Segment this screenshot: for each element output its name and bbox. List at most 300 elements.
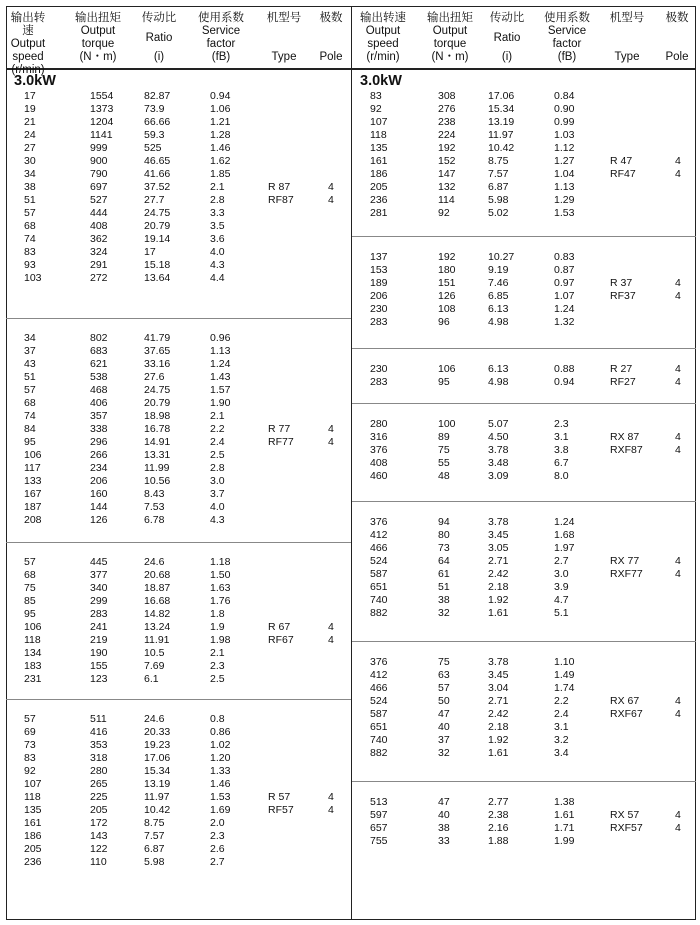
service-factor-cell: 2.3 [210,830,225,842]
pole-count: 4 [675,555,681,567]
header-pole-en: Pole [665,51,689,63]
torque-cell: 340 [90,582,108,594]
header-torque-en1: Output [80,25,116,37]
service-factor-cell: 3.4 [554,747,569,759]
pole-count: 4 [328,423,334,435]
ratio-cell: 8.43 [144,488,165,500]
pole-count: 4 [675,822,681,834]
ratio-cell: 82.87 [144,90,171,102]
ratio-cell: 1.88 [488,835,509,847]
speed-cell: 135 [370,142,388,154]
torque-cell: 697 [90,181,108,193]
table-row [6,233,351,246]
header-speed [352,12,414,64]
ratio-cell: 1.61 [488,747,509,759]
speed-cell: 281 [370,207,388,219]
header-pole-zh: 极数 [319,12,343,24]
header-speed-unit: (r/min) [366,51,400,63]
header-sf-unit: (fB) [211,51,231,63]
model-type-flange-label: RXF77 [610,568,643,580]
speed-cell: 524 [370,695,388,707]
left-blocks [6,90,351,869]
model-type-label: R 87 [268,181,291,193]
ratio-cell: 7.69 [144,660,165,672]
table-row [352,594,696,607]
table-row [6,488,351,501]
table-row [6,168,351,181]
torque-cell: 190 [90,647,108,659]
service-factor-cell: 1.69 [210,804,231,816]
header-torque [420,12,480,64]
speed-cell: 755 [370,835,388,847]
table-row [352,155,696,168]
right-panel [352,6,696,848]
ratio-cell: 10.42 [488,142,515,154]
service-factor-cell: 3.6 [210,233,225,245]
torque-cell: 114 [438,194,455,206]
service-factor-cell: 2.3 [210,660,225,672]
pole-count: 4 [675,168,681,180]
service-factor-cell: 1.63 [210,582,231,594]
torque-cell: 406 [90,397,108,409]
service-factor-cell: 1.97 [554,542,575,554]
header-speed-zh: 输出转速 [360,12,406,24]
service-factor-cell: 3.0 [554,568,569,580]
pole-count: 4 [675,708,681,720]
torque-cell: 108 [438,303,456,315]
table-row [352,251,696,264]
ratio-cell: 19.23 [144,739,171,751]
service-factor-cell: 1.24 [554,303,575,315]
table-row [6,220,351,233]
service-factor-cell: 0.84 [554,90,575,102]
model-block [6,543,351,700]
torque-cell: 75 [438,444,450,456]
service-factor-cell: 2.2 [554,695,569,707]
torque-cell: 152 [438,155,456,167]
table-row [352,607,696,620]
torque-cell: 377 [90,569,108,581]
table-row [6,621,351,634]
service-factor-cell: 1.06 [210,103,231,115]
ratio-cell: 24.6 [144,713,165,725]
speed-cell: 34 [24,168,36,180]
ratio-cell: 17.06 [488,90,515,102]
service-factor-cell: 1.85 [210,168,231,180]
header-torque-en1: Output [432,25,468,37]
header-speed-zh: 输出转速 [10,12,46,37]
table-row [352,277,696,290]
table-row [352,682,696,695]
torque-cell: 299 [90,595,108,607]
ratio-cell: 5.98 [144,856,165,868]
speed-cell: 19 [24,103,36,115]
torque-cell: 95 [438,376,450,388]
table-row [352,431,696,444]
ratio-cell: 7.57 [144,830,165,842]
table-row [6,752,351,765]
pole-count: 4 [328,181,334,193]
torque-cell: 94 [438,516,450,528]
service-factor-cell: 2.7 [210,856,225,868]
torque-cell: 272 [90,272,108,284]
table-row [352,796,696,809]
ratio-cell: 4.98 [488,376,509,388]
ratio-cell: 3.45 [488,669,509,681]
speed-cell: 92 [24,765,36,777]
torque-cell: 445 [90,556,108,568]
speed-cell: 513 [370,796,388,808]
table-row [352,418,696,431]
speed-cell: 133 [24,475,42,487]
table-row [352,708,696,721]
torque-cell: 241 [90,621,108,633]
model-type-flange-label: RF77 [268,436,294,448]
speed-cell: 460 [370,470,388,482]
speed-cell: 412 [370,529,388,541]
service-factor-cell: 1.12 [554,142,575,154]
torque-cell: 468 [90,384,108,396]
table-row [6,155,351,168]
speed-cell: 587 [370,708,388,720]
speed-cell: 183 [24,660,42,672]
service-factor-cell: 1.18 [210,556,231,568]
ratio-cell: 3.05 [488,542,509,554]
service-factor-cell: 4.0 [210,246,225,258]
header-type [602,12,652,64]
service-factor-cell: 0.94 [210,90,231,102]
table-header [6,6,351,76]
table-row [6,116,351,129]
table-row [352,581,696,594]
table-row [6,207,351,220]
header-type [259,12,309,64]
table-row [6,358,351,371]
speed-cell: 95 [24,608,36,620]
ratio-cell: 13.64 [144,272,171,284]
speed-cell: 103 [24,272,42,284]
header-torque [68,12,128,64]
ratio-cell: 16.68 [144,595,171,607]
table-row [6,142,351,155]
ratio-cell: 14.91 [144,436,171,448]
pole-count: 4 [675,290,681,302]
ratio-cell: 11.97 [144,791,170,803]
model-type-label: RX 77 [610,555,640,567]
header-sf-unit: (fB) [557,51,577,63]
pole-count: 4 [328,621,334,633]
table-header [352,6,696,70]
header-ratio [482,12,532,64]
ratio-cell: 41.66 [144,168,171,180]
service-factor-cell: 0.94 [554,376,575,388]
torque-cell: 172 [90,817,108,829]
torque-cell: 280 [90,765,108,777]
table-row [6,569,351,582]
model-block [352,404,696,502]
ratio-cell: 2.18 [488,581,509,593]
service-factor-cell: 2.0 [210,817,225,829]
ratio-cell: 13.24 [144,621,171,633]
speed-cell: 187 [24,501,42,513]
table-row [6,259,351,272]
speed-cell: 376 [370,444,388,456]
ratio-cell: 24.75 [144,207,171,219]
service-factor-cell: 1.04 [554,168,575,180]
table-row [6,791,351,804]
model-type-label: R 37 [610,277,633,289]
torque-cell: 790 [90,168,108,180]
torque-cell: 100 [438,418,456,430]
torque-cell: 40 [438,721,450,733]
model-block [6,700,351,869]
torque-cell: 362 [90,233,108,245]
ratio-cell: 11.97 [488,129,514,141]
speed-cell: 93 [24,259,36,271]
model-type-label: RX 87 [610,431,640,443]
table-row [352,290,696,303]
speed-cell: 21 [24,116,36,128]
torque-cell: 40 [438,809,450,821]
torque-cell: 160 [90,488,108,500]
table-row [6,804,351,817]
speed-cell: 208 [24,514,42,526]
speed-cell: 657 [370,822,388,834]
table-row [6,449,351,462]
service-factor-cell: 1.90 [210,397,231,409]
pole-count: 4 [328,634,334,646]
table-row [6,332,351,345]
service-factor-cell: 1.13 [554,181,575,193]
service-factor-cell: 1.28 [210,129,231,141]
torque-cell: 357 [90,410,108,422]
ratio-cell: 1.61 [488,607,509,619]
ratio-cell: 41.79 [144,332,171,344]
torque-cell: 408 [90,220,108,232]
speed-cell: 466 [370,542,388,554]
service-factor-cell: 1.50 [210,569,231,581]
speed-cell: 597 [370,809,388,821]
ratio-cell: 66.66 [144,116,171,128]
table-row [6,436,351,449]
ratio-cell: 1.92 [488,594,509,606]
header-pole [658,12,696,64]
service-factor-cell: 0.88 [554,363,575,375]
table-row [6,634,351,647]
table-row [6,713,351,726]
ratio-cell: 2.71 [488,695,509,707]
ratio-cell: 20.79 [144,220,171,232]
table-row [6,660,351,673]
service-factor-cell: 2.4 [554,708,569,720]
service-factor-cell: 2.4 [210,436,225,448]
torque-cell: 51 [438,581,450,593]
header-ratio-zh: 传动比 [141,12,177,24]
header-type-zh: 机型号 [609,12,645,24]
table-row [6,246,351,259]
service-factor-cell: 6.7 [554,457,569,469]
service-factor-cell: 1.46 [210,778,231,790]
ratio-cell: 10.5 [144,647,165,659]
section-title: 3.0kW [14,73,56,89]
model-type-label: RX 57 [610,809,640,821]
right-blocks [352,90,696,848]
torque-cell: 55 [438,457,450,469]
speed-cell: 137 [370,251,388,263]
speed-cell: 161 [370,155,388,167]
model-type-flange-label: RF47 [610,168,636,180]
service-factor-cell: 1.46 [210,142,231,154]
table-row [352,129,696,142]
pole-count: 4 [675,809,681,821]
service-factor-cell: 4.4 [210,272,225,284]
pole-count: 4 [675,695,681,707]
header-torque-unit: (N・m) [79,51,117,63]
header-torque-zh: 输出扭矩 [75,12,121,24]
ratio-cell: 6.87 [144,843,165,855]
torque-cell: 73 [438,542,450,554]
table-row [352,721,696,734]
service-factor-cell: 1.38 [554,796,575,808]
torque-cell: 96 [438,316,450,328]
service-factor-cell: 1.13 [210,345,231,357]
speed-cell: 106 [24,621,42,633]
speed-cell: 118 [24,791,41,803]
service-factor-cell: 1.57 [210,384,231,396]
speed-cell: 95 [24,436,36,448]
header-pole-zh: 极数 [665,12,689,24]
ratio-cell: 6.85 [488,290,509,302]
service-factor-cell: 1.74 [554,682,575,694]
pole-count: 4 [675,431,681,443]
section-title: 3.0kW [360,73,402,89]
ratio-cell: 7.53 [144,501,165,513]
torque-cell: 63 [438,669,450,681]
service-factor-cell: 1.53 [554,207,575,219]
torque-cell: 47 [438,708,450,720]
speed-cell: 107 [24,778,42,790]
speed-cell: 69 [24,726,36,738]
speed-cell: 38 [24,181,36,193]
torque-cell: 155 [90,660,108,672]
speed-cell: 43 [24,358,36,370]
speed-cell: 73 [24,739,36,751]
torque-cell: 621 [90,358,108,370]
service-factor-cell: 2.1 [210,410,225,422]
service-factor-cell: 0.8 [210,713,225,725]
speed-cell: 186 [370,168,388,180]
service-factor-cell: 2.2 [210,423,225,435]
ratio-cell: 3.09 [488,470,509,482]
header-service-factor [536,12,598,64]
torque-cell: 1373 [90,103,114,115]
torque-cell: 47 [438,796,450,808]
speed-cell: 186 [24,830,42,842]
table-row [352,303,696,316]
ratio-cell: 7.57 [488,168,509,180]
torque-cell: 106 [438,363,456,375]
torque-cell: 1204 [90,116,114,128]
model-type-label: R 77 [268,423,291,435]
speed-cell: 161 [24,817,42,829]
ratio-cell: 4.50 [488,431,509,443]
service-factor-cell: 1.21 [210,116,231,128]
torque-cell: 151 [438,277,456,289]
speed-cell: 68 [24,220,36,232]
service-factor-cell: 2.1 [210,181,225,193]
model-type-flange-label: RF67 [268,634,294,646]
table-row [352,809,696,822]
ratio-cell: 3.04 [488,682,509,694]
torque-cell: 122 [90,843,108,855]
ratio-cell: 5.98 [488,194,509,206]
service-factor-cell: 1.03 [554,129,575,141]
torque-cell: 38 [438,594,450,606]
service-factor-cell: 1.10 [554,656,575,668]
model-block [352,237,696,349]
service-factor-cell: 3.0 [210,475,225,487]
header-speed [6,12,50,77]
header-speed-en2: speed [367,38,399,50]
speed-cell: 283 [370,316,388,328]
speed-cell: 236 [24,856,42,868]
torque-cell: 900 [90,155,108,167]
ratio-cell: 6.87 [488,181,509,193]
speed-cell: 107 [370,116,388,128]
table-row [6,817,351,830]
torque-cell: 206 [90,475,108,487]
torque-cell: 64 [438,555,450,567]
torque-cell: 444 [90,207,108,219]
torque-cell: 234 [90,462,108,474]
speed-cell: 57 [24,556,36,568]
header-torque-unit: (N・m) [431,51,469,63]
ratio-cell: 18.98 [144,410,171,422]
torque-cell: 75 [438,656,450,668]
ratio-cell: 10.27 [488,251,515,263]
model-block [352,782,696,848]
table-row [352,529,696,542]
model-type-flange-label: RF57 [268,804,294,816]
header-type-en: Type [614,51,640,63]
torque-cell: 32 [438,607,450,619]
model-type-label: R 67 [268,621,291,633]
service-factor-cell: 2.1 [210,647,225,659]
table-row [352,207,696,220]
pole-count: 4 [328,194,334,206]
service-factor-cell: 0.86 [210,726,231,738]
table-row [6,462,351,475]
model-type-flange-label: RF27 [610,376,636,388]
service-factor-cell: 0.96 [210,332,231,344]
service-factor-cell: 3.1 [554,431,569,443]
service-factor-cell: 1.49 [554,669,575,681]
speed-cell: 24 [24,129,36,141]
table-row [6,514,351,527]
torque-cell: 527 [90,194,108,206]
torque-cell: 683 [90,345,108,357]
table-row [6,410,351,423]
table-row [6,345,351,358]
ratio-cell: 20.79 [144,397,171,409]
service-factor-cell: 1.9 [210,621,225,633]
speed-cell: 106 [24,449,42,461]
service-factor-cell: 4.7 [554,594,569,606]
table-row [6,595,351,608]
torque-cell: 205 [90,804,108,816]
torque-cell: 143 [90,830,108,842]
header-sf-en2: factor [206,38,236,50]
